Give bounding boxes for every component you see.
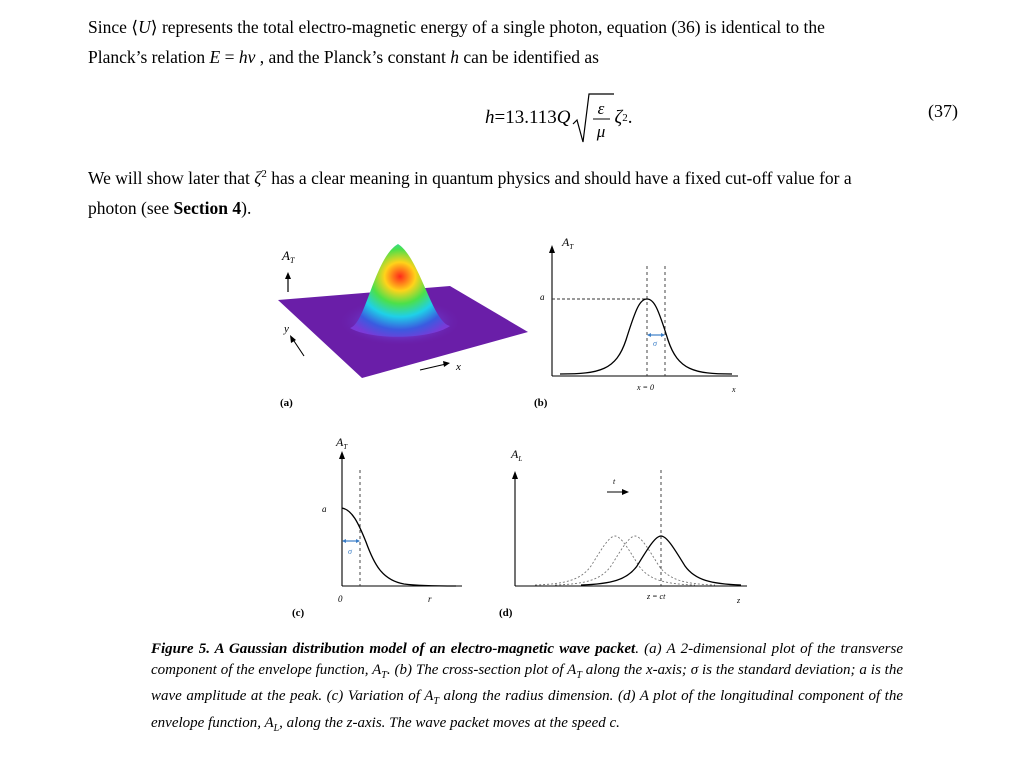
b-amplitude-label: a [540,292,545,302]
c-amplitude-label: a [322,504,327,514]
figure-caption: Figure 5. A Gaussian distribution model of an electro-magnetic wave packet. (a) A 2-dimensional plot of the transverse component of the envelope function, $A_T$. (b) The cross-section plot of $A_T$ along the x-axis; σ is the standard deviation; a is the wave amplitude at the peak. (c) Variation of $A_T$ along the radius dimension. (d) A plot of the longitudinal component of the envelope function, $A_L$, along the z-axis. The wave packet moves at the speed c. [151,641,903,734]
paragraph-zeta: We will show later that $\zeta^2$ has a clear meaning in quantum physics and should have a fixed cut-off value for a photon (see Section 4). [88,167,852,218]
d-label: (d) [499,607,513,619]
fraction-numerator: ε [597,99,604,118]
b-label: (b) [534,397,548,409]
b-axis-label-x: x [732,385,736,394]
c-axis-label-AT: $A_T$ [336,435,348,451]
a-axis-label-AT: $A_T$ [282,248,295,265]
d-zct-label: z = ct [647,592,666,601]
c-sigma-label: σ [348,547,352,556]
a-label: (a) [280,397,293,409]
c-origin-label: 0 [338,594,343,604]
b-sigma-label: σ [653,339,657,348]
a-axis-label-y: y [284,323,289,335]
b-x0-label: x = 0 [637,383,654,392]
d-axis-label-z: z [737,596,741,605]
fraction-denominator: μ [596,122,605,141]
c-decay-curve [342,508,456,586]
b-gaussian-curve [560,299,732,374]
d-time-label: t [613,477,616,486]
equation-number: (37) [928,101,958,121]
c-axis-label-r: r [428,594,432,604]
figure-b-cross-section [520,228,750,418]
a-axis-label-x: x [456,361,461,373]
paragraph-intro: Since ⟨U⟩ represents the total electro-magnetic energy of a single photon, equation (36) is identical to the Planck’s relation E = hv , and the Planck’s constant h can be identified as [88,17,825,67]
b-axis-label-AT: $A_T$ [562,235,574,251]
figure-c-radius [280,430,470,620]
d-axis-label-AL: $A_L$ [511,447,523,463]
figure-a-3d-gaussian [270,228,530,418]
equation-37: h = 13.113 Q ε μ ζ 2 . [485,88,632,148]
c-label: (c) [292,607,305,619]
figure-d-longitudinal [495,430,755,620]
sqrt-fraction [571,90,615,146]
d-pulse-earlier-2 [555,536,715,585]
